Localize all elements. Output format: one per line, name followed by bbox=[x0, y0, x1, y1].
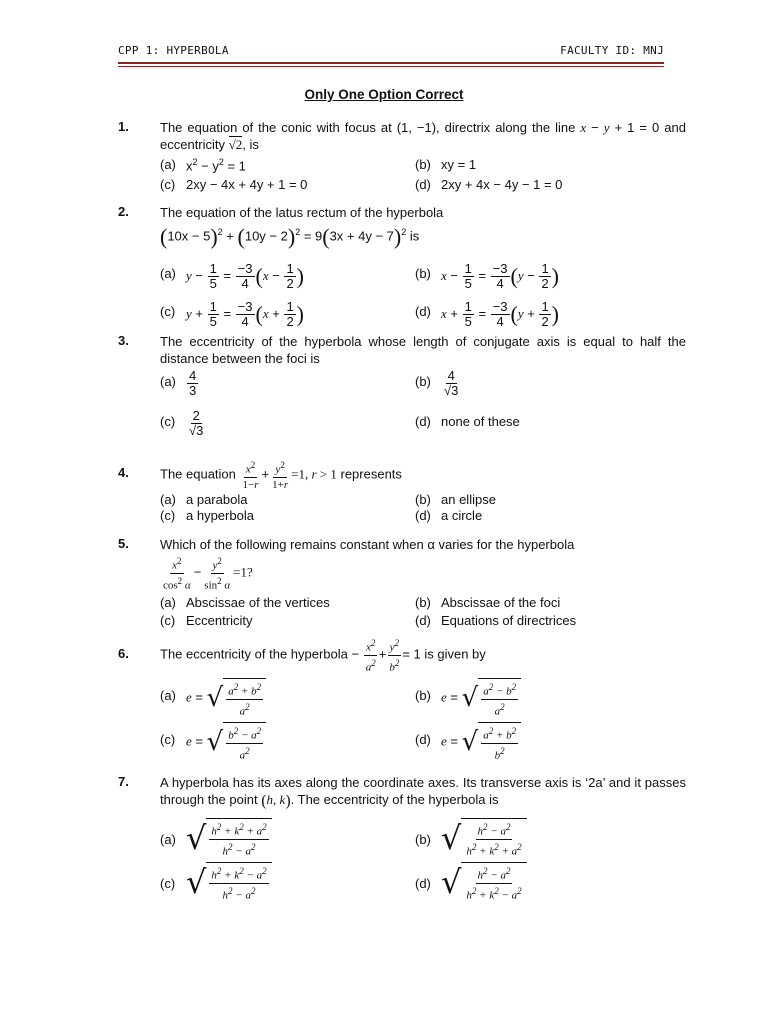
question-text: A hyperbola has its axes along the coordinate axes. Its transverse axis is ‘2a’ and it passes through the point (h, k). The eccentricity of the hyperbola is bbox=[160, 775, 686, 810]
section-title: Only One Option Correct bbox=[304, 87, 464, 102]
page-header bbox=[118, 44, 664, 58]
header-rule bbox=[118, 62, 664, 64]
hyperbola-equation: $(10x - 5)^2 + (10y - 2)^2 = 9(3x + 4y - 7)^2$ is bbox=[160, 224, 420, 249]
question-text: Which of the following remains constant when α varies for the hyperbola bbox=[160, 537, 575, 552]
question-text: The eccentricity of the hyperbola whose length of conjugate axis is equal to half the distance between the foci is bbox=[160, 334, 686, 366]
question-text: The equation of the conic with focus at (1, −1), directrix along the line x − y + 1 = 0 and eccentricity √2, is bbox=[160, 120, 686, 152]
hyperbola-equation: $\frac{x^2}{\cos^2 \alpha}$ − $\frac{y^2}{\sin^2 \alpha}$ =1? bbox=[163, 556, 253, 592]
header-right: FACULTY ID: MNJ bbox=[560, 44, 664, 57]
question-text: The equation $\frac{x^2}{1-r}$ + $\frac{y^2}{1+r}$ =1, r > 1 represents bbox=[160, 460, 402, 491]
header-left: CPP 1: HYPERBOLA bbox=[118, 44, 229, 57]
header-rule-thin bbox=[118, 66, 664, 67]
question-text: The equation of the latus rectum of the hyperbola bbox=[160, 205, 444, 220]
question-text: The eccentricity of the hyperbola − $\frac{x^2}{a^2}$ + $\frac{y^2}{b^2}$ = 1 is given by bbox=[160, 638, 486, 674]
